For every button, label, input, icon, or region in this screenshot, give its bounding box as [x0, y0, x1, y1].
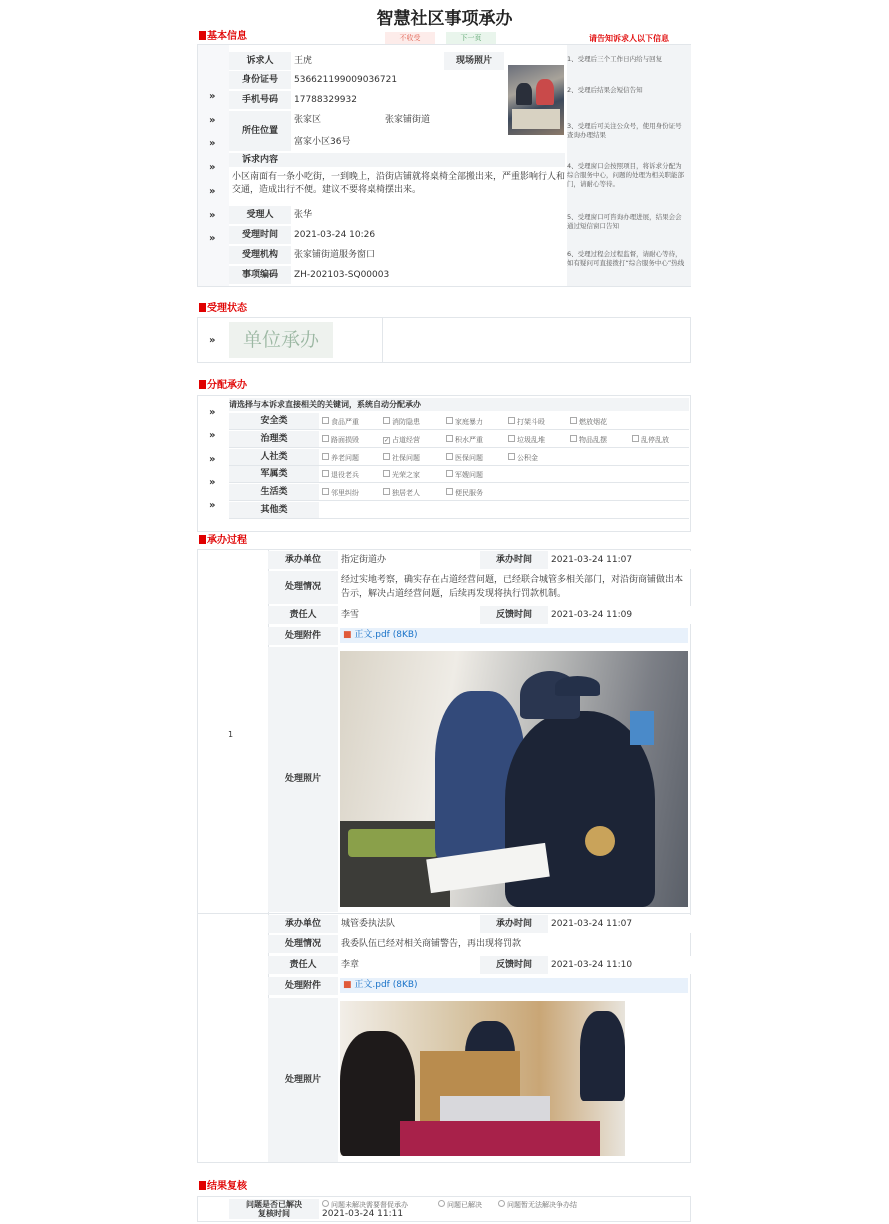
complainant-label: 诉求人: [229, 52, 291, 70]
keyword-checkbox[interactable]: 邻里纠纷: [322, 488, 359, 498]
attach-label: 处理附件: [268, 627, 338, 645]
unit-value: 指定街道办: [338, 551, 481, 569]
section-title-result: 结果复核: [197, 1180, 691, 1194]
person-label: 责任人: [268, 956, 338, 974]
section-title-status: 受理状态: [197, 302, 691, 316]
content-label: 诉求内容: [229, 153, 291, 167]
page-title: 智慧社区事项承办: [376, 9, 513, 29]
unit-value: 城管委执法队: [338, 915, 481, 933]
keyword-checkbox[interactable]: 燃放烟花: [570, 417, 607, 427]
section-title-process: 承办过程: [197, 534, 691, 548]
unit-label: 承办单位: [268, 551, 338, 569]
situation-label: 处理情况: [268, 571, 338, 604]
category-name: 其他类: [229, 502, 319, 518]
org-label: 受理机构: [229, 246, 291, 264]
keyword-checkbox[interactable]: 食品严重: [322, 417, 359, 427]
next-button[interactable]: 下一页: [446, 32, 496, 44]
keyword-checkbox[interactable]: 便民服务: [446, 488, 483, 498]
chevron-icon: »: [209, 210, 216, 221]
review-time-value: 2021-03-24 11:11: [322, 1209, 404, 1219]
time-value: 2021-03-24 10:26: [291, 226, 568, 244]
situation-value: 我委队伍已经对相关商铺警告，再出现将罚款: [338, 935, 689, 953]
address-label: 所住位置: [229, 111, 291, 151]
id-label: 身份证号: [229, 71, 291, 89]
chevron-icon: »: [209, 407, 216, 418]
chevron-icon: »: [209, 138, 216, 149]
record-index: 1: [228, 730, 234, 739]
feedback-value: 2021-03-24 11:10: [548, 956, 691, 974]
status-box: [197, 317, 691, 363]
radio-option-3[interactable]: 问题暂无法解决争办结: [498, 1200, 577, 1210]
category-name: 军属类: [229, 466, 319, 482]
reject-button[interactable]: 不收受: [385, 32, 435, 44]
notice-1: 1、受理后三个工作日内给与回复: [567, 55, 663, 63]
person-value: 李章: [338, 956, 481, 974]
photos-label: 处理照片: [268, 998, 338, 1162]
photo-label: 现场照片: [444, 52, 504, 70]
radio-option-1[interactable]: 问题未解决需要督促承办: [322, 1200, 408, 1210]
keyword-checkbox[interactable]: 医保问题: [446, 453, 483, 463]
review-time-label: 复核时间: [258, 1209, 290, 1218]
pdf-icon: ■: [343, 630, 352, 640]
keyword-checkbox[interactable]: 乱停乱放: [632, 435, 669, 445]
org-value: 张家铺街道服务窗口: [291, 246, 568, 264]
section-title-basic: 基本信息: [197, 30, 691, 44]
feedback-value: 2021-03-24 11:09: [548, 606, 691, 624]
keyword-checkbox[interactable]: 消防隐患: [383, 417, 420, 427]
category-name: 治理类: [229, 431, 319, 447]
keyword-checkbox[interactable]: ✓ 占道经营: [384, 436, 420, 444]
chevron-icon: »: [209, 91, 216, 102]
person-label: 责任人: [268, 606, 338, 624]
pdf-icon: ■: [343, 980, 352, 990]
time-label: 承办时间: [480, 915, 548, 933]
chevron-icon: »: [209, 335, 216, 346]
keyword-checkbox[interactable]: 垃圾乱堆: [508, 435, 545, 445]
situation-label: 处理情况: [268, 935, 338, 953]
person-value: 李雪: [338, 606, 481, 624]
attachment-link[interactable]: ■ 正文.pdf (8KB): [340, 628, 688, 643]
unit-label: 承办单位: [268, 915, 338, 933]
keyword-checkbox[interactable]: 家庭暴力: [446, 417, 483, 427]
notice-4: 4、受理窗口会按照项目，将诉求分配为综合服务中心，问题的处理为相关职能部门，请耐心等待。: [567, 162, 684, 188]
status-stamp: 单位承办: [229, 322, 333, 358]
photos-label: 处理照片: [268, 647, 338, 912]
result-section: [197, 1180, 691, 1194]
keyword-checkbox[interactable]: 独居老人: [383, 488, 420, 498]
chevron-icon: »: [209, 233, 216, 244]
chevron-icon: »: [209, 186, 216, 197]
handling-photo-1[interactable]: [340, 651, 688, 907]
phone-label: 手机号码: [229, 91, 291, 109]
chevron-icon: »: [209, 454, 216, 465]
complainant-value: 王虎: [291, 52, 444, 70]
handling-photo-2[interactable]: [340, 1001, 625, 1156]
keyword-checkbox[interactable]: 打架斗殴: [508, 417, 545, 427]
assign-section: [197, 379, 691, 393]
feedback-label: 反馈时间: [480, 606, 548, 624]
notice-3: 3、受理后可关注公众号，使用身份证号查询办理结果: [567, 122, 682, 139]
feedback-label: 反馈时间: [480, 956, 548, 974]
category-name: 人社类: [229, 449, 319, 465]
section-title-assign: 分配承办: [197, 379, 691, 393]
attach-label: 处理附件: [268, 977, 338, 995]
keyword-checkbox[interactable]: 积水严重: [446, 435, 483, 445]
keyword-checkbox[interactable]: 光荣之家: [383, 470, 420, 480]
phone-value: 17788329932: [291, 91, 506, 109]
chevron-icon: »: [209, 500, 216, 511]
notice-5: 5、受理窗口可咨询办理进展，结果会会通过短信窗口告知: [567, 213, 682, 230]
assign-instruction: 请选择与本诉求直接相关的关键词，系统自动分配承办: [229, 398, 689, 411]
keyword-checkbox[interactable]: 社保问题: [383, 453, 420, 463]
category-name: 安全类: [229, 413, 319, 429]
notice-2: 2、受理后结果会短信告知: [567, 86, 643, 94]
keyword-checkbox[interactable]: 物品乱摆: [570, 435, 607, 445]
keyword-checkbox[interactable]: 路面损毁: [322, 435, 359, 445]
chevron-icon: »: [209, 477, 216, 488]
notice-title: 请告知诉求人以下信息: [589, 34, 669, 43]
handler-label: 受理人: [229, 206, 291, 224]
handler-value: 张华: [291, 206, 568, 224]
chevron-icon: »: [209, 115, 216, 126]
code-value: ZH-202103-SQ00003: [291, 266, 568, 284]
address-value: 富家小区36号: [291, 133, 506, 151]
keyword-checkbox[interactable]: 军嫂问题: [446, 470, 483, 480]
notice-6: 6、受理过程会过程监督，请耐心等待，如有疑问可直接拨打“综合服务中心”热线: [567, 250, 685, 267]
street-value: 张家铺街道: [382, 111, 506, 129]
time-value: 2021-03-24 11:07: [548, 915, 691, 933]
chevron-icon: »: [209, 162, 216, 173]
chevron-icon: »: [209, 430, 216, 441]
keyword-checkbox[interactable]: 养老问题: [322, 453, 359, 463]
status-section: [197, 302, 691, 316]
category-name: 生活类: [229, 484, 319, 500]
id-value: 536621199009036721: [291, 71, 506, 89]
keyword-checkbox[interactable]: 公积金: [508, 453, 538, 463]
scene-photo[interactable]: [508, 65, 564, 135]
attachment-link[interactable]: ■ 正文.pdf (8KB): [340, 978, 688, 993]
keyword-checkbox[interactable]: 退役老兵: [322, 470, 359, 480]
result-box: [197, 1196, 691, 1222]
assign-box: [197, 395, 691, 532]
district-value: 张家区: [291, 111, 382, 129]
situation-value: 经过实地考察，确实存在占道经营问题，已经联合城管多相关部门，对沿街商铺做出本告示，解决占道经营问题，后续再发现将执行罚款机制。: [338, 573, 689, 604]
time-value: 2021-03-24 11:07: [548, 551, 691, 569]
time-label: 受理时间: [229, 226, 291, 244]
time-label: 承办时间: [480, 551, 548, 569]
radio-option-2[interactable]: 问题已解决: [438, 1200, 482, 1210]
solved-label: 问题是否已解决: [246, 1200, 302, 1209]
code-label: 事项编码: [229, 266, 291, 284]
process-section: [197, 534, 691, 548]
content-value: 小区南面有一条小吃街，一到晚上，沿街店铺就将桌椅全部搬出来，严重影响行人和交通，造成出行不便。建议不要将桌椅摆出来。: [229, 169, 567, 205]
